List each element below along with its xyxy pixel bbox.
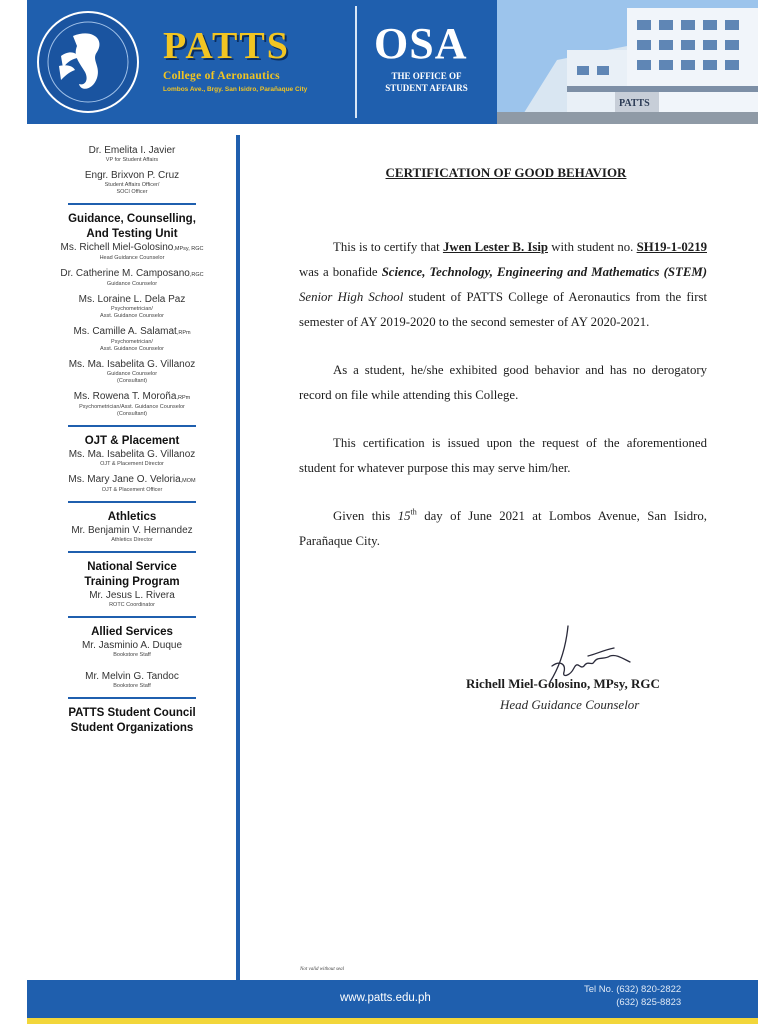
website-link[interactable]: www.patts.edu.ph — [340, 992, 431, 1004]
staff-name: Ms. Camille A. Salamat,RPm — [73, 326, 191, 337]
building-sign-text: PATTS — [619, 98, 650, 109]
program-name: Science, Technology, Engineering and Mathematics (STEM) — [381, 265, 708, 279]
osa-subtitle-line2: STUDENT AFFAIRS — [385, 83, 468, 93]
section-separator — [68, 501, 196, 503]
staff-name: Dr. Catherine M. Camposano,RGC — [60, 268, 204, 279]
staff-role: Asst. Guidance Counselor — [100, 346, 164, 352]
staff-role: Asst. Guidance Counselor — [100, 313, 164, 319]
staff-name: Ms. Ma. Isabelita G. Villanoz — [68, 359, 196, 370]
staff-name: Ms. Rowena T. Moroña,RPm — [73, 391, 191, 402]
staff-name: Ms. Richell Miel-Golosino,MPsy, RGC — [60, 242, 204, 253]
staff-role: Head Guidance Counselor — [99, 255, 165, 261]
staff-directory-sidebar — [27, 135, 237, 736]
section-separator — [68, 697, 196, 699]
section-title-guidance: Guidance, Counselling, — [68, 213, 196, 225]
staff-role: VP for Student Affairs — [105, 157, 159, 163]
staff-role: Athletics Director — [111, 537, 153, 543]
staff-role: OJT & Placement Director — [100, 461, 164, 467]
osa-title: OSA — [374, 19, 468, 68]
staff-role: Psychometrician/ — [111, 339, 153, 345]
school-level: Senior High School — [299, 290, 404, 304]
certification-paragraph: This is to certify that Jwen Lester B. Isip with student no. SH19-1-0219 was a bonafide Science, Technology, Engineering and Mathematics (STEM) Senior High School student of PATTS College of Aeronautics from the first semester of AY 2019-2020 to the second semester of AY 2020-2021. — [299, 240, 708, 329]
purpose-paragraph: This certification is issued upon the request of the aforementioned student for whatever purpose this may serve him/her. — [299, 436, 707, 475]
staff-role: Bookstore Staff — [113, 652, 151, 658]
college-address: Lombos Ave., Brgy. San Isidro, Parañaque City — [163, 86, 308, 93]
patts-seahorse-logo — [33, 6, 143, 118]
osa-subtitle — [379, 70, 474, 94]
telephone-line2: (632) 825-8823 — [616, 997, 682, 1008]
staff-role: Psychometrician/Asst. Guidance Counselor — [79, 404, 185, 410]
telephone-numbers — [584, 983, 681, 1009]
certificate-body — [299, 160, 707, 554]
behavior-paragraph: As a student, he/she exhibited good behavior and has no derogatory record on file while attending this College. — [299, 363, 707, 402]
staff-name: Engr. Brixvon P. Cruz — [84, 170, 180, 181]
signatory-title: Head Guidance Counselor — [500, 697, 640, 712]
staff-name: Mr. Benjamin V. Hernandez — [71, 525, 193, 536]
staff-role: Guidance Counselor — [106, 281, 158, 287]
signatory-name: Richell Miel-Golosino, MPsy, RGC — [466, 676, 660, 691]
section-separator — [68, 551, 196, 553]
staff-role: Psychometrician/ — [111, 306, 153, 312]
staff-name: Dr. Emelita I. Javier — [88, 145, 176, 156]
staff-role: Bookstore Staff — [113, 683, 151, 689]
staff-role: OJT & Placement Officer — [101, 487, 163, 493]
staff-name: Mr. Jesus L. Rivera — [89, 590, 175, 601]
telephone-line1: Tel No. (632) 820-2822 — [584, 984, 682, 995]
staff-name: Ms. Ma. Isabelita G. Villanoz — [68, 449, 196, 460]
student-name: Jwen Lester B. Isip — [442, 240, 548, 254]
osa-subtitle-line1: THE OFFICE OF — [391, 71, 462, 81]
staff-role: (Consultant) — [117, 411, 147, 417]
staff-name: Ms. Loraine L. Dela Paz — [78, 294, 186, 305]
footer-accent-stripe — [27, 1018, 758, 1024]
staff-name: Ms. Mary Jane O. Veloria,MOM — [68, 474, 196, 485]
section-title-guidance-line2: And Testing Unit — [86, 228, 178, 240]
section-title-allied: Allied Services — [91, 626, 173, 638]
student-number: SH19-1-0219 — [636, 240, 707, 254]
staff-role: (Consultant) — [117, 378, 147, 384]
staff-role: SOCI Officer — [116, 189, 148, 195]
college-name: PATTS — [163, 25, 290, 67]
section-title-nstp-line2: Training Program — [84, 576, 180, 588]
campus-building-photo — [497, 0, 758, 124]
given-date-paragraph: Given this 15th day of June 2021 at Lombos Avenue, San Isidro, Parañaque City. — [299, 507, 707, 548]
section-title-nstp: National Service — [87, 561, 177, 573]
section-title-council: PATTS Student Council — [68, 707, 196, 719]
staff-name: Mr. Jasminio A. Duque — [81, 640, 183, 651]
staff-name: Mr. Melvin G. Tandoc — [85, 671, 179, 682]
section-title-ojt: OJT & Placement — [84, 435, 180, 447]
document-title: CERTIFICATION OF GOOD BEHAVIOR — [385, 165, 627, 180]
section-separator — [68, 616, 196, 618]
letterhead-banner — [27, 0, 758, 124]
college-subtitle: College of Aeronautics — [163, 70, 280, 82]
staff-role: Guidance Counselor — [106, 371, 158, 377]
section-separator — [68, 203, 196, 205]
section-separator — [68, 425, 196, 427]
section-title-council-line2: Student Organizations — [70, 722, 194, 734]
staff-role: Student Affairs Officer/ — [104, 182, 160, 188]
staff-role: ROTC Coordinator — [109, 602, 155, 608]
section-title-athletics: Athletics — [107, 511, 157, 523]
not-valid-note: Not valid without seal — [300, 967, 345, 972]
header-divider — [355, 6, 357, 118]
